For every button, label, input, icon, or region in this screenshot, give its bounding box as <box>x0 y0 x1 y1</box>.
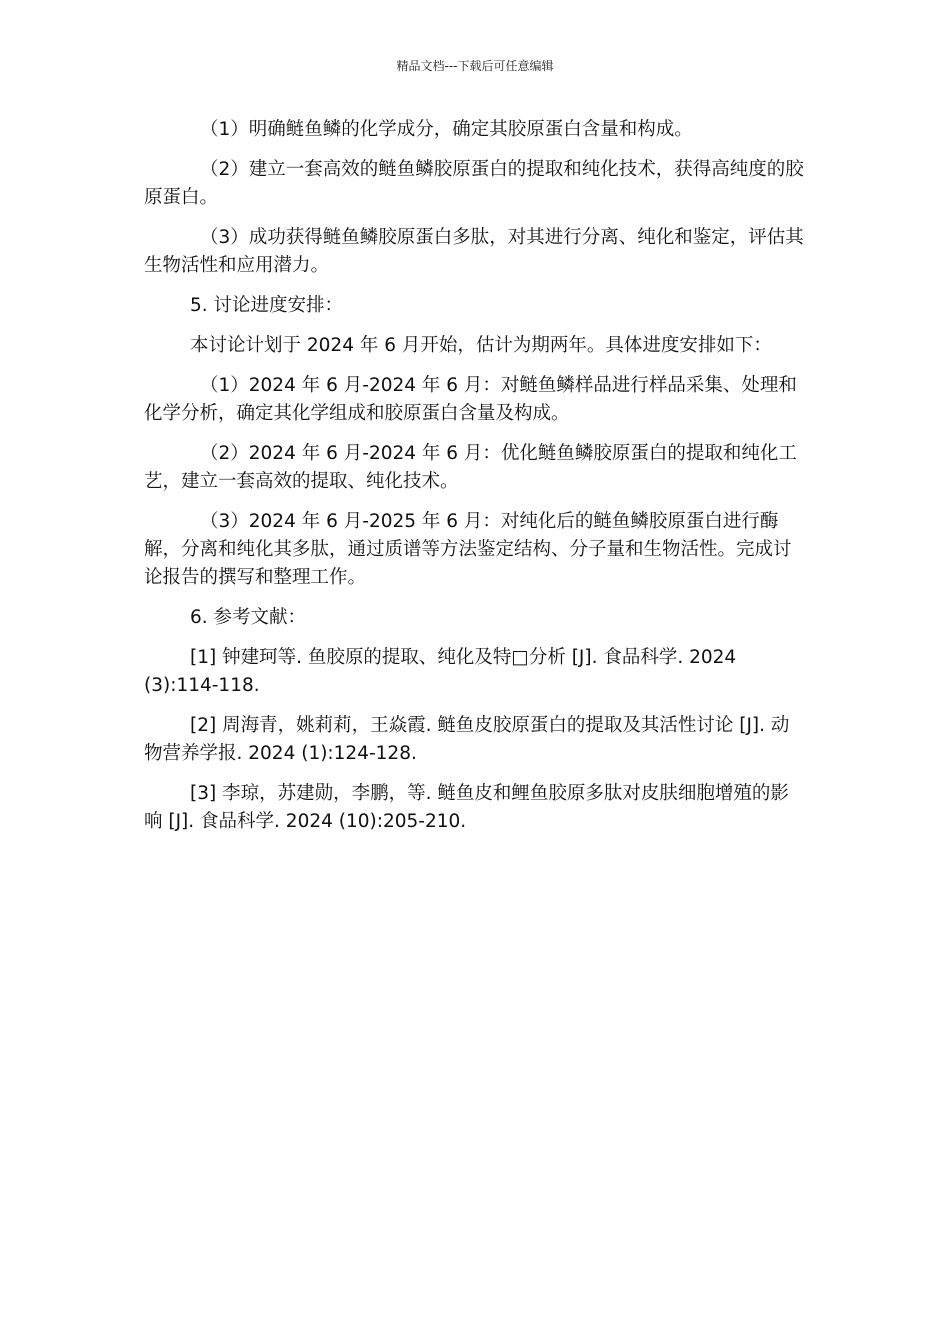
document-body <box>144 116 806 836</box>
schedule-item-1: （1）2024 年 6 月-2024 年 6 月：对鲢鱼鳞样品进行样品采集、处理和化学分析，确定其化学组成和胶原蛋白含量及构成。 <box>144 375 797 424</box>
reference-item-3: [3] 李琼，苏建勋，李鹏，等. 鲢鱼皮和鲤鱼胶原多肽对皮肤细胞增殖的影响 [J]. 食品科学. 2024 (10):205-210. <box>144 783 789 832</box>
reference-item-1: [1] 钟建珂等. 鱼胶原的提取、纯化及特□分析 [J]. 食品科学. 2024 (3):114-118. <box>144 647 737 696</box>
goal-paragraph-1: （1）明确鲢鱼鳞的化学成分，确定其胶原蛋白含量和构成。 <box>200 119 693 140</box>
goal-paragraph-2: （2）建立一套高效的鲢鱼鳞胶原蛋白的提取和纯化技术，获得高纯度的胶原蛋白。 <box>144 159 804 208</box>
schedule-intro: 本讨论计划于 2024 年 6 月开始，估计为期两年。具体进度安排如下： <box>190 335 772 356</box>
section-heading-schedule: 5. 讨论进度安排： <box>190 295 344 316</box>
schedule-item-3: （3）2024 年 6 月-2025 年 6 月：对纯化后的鲢鱼鳞胶原蛋白进行酶解，分离和纯化其多肽，通过质谱等方法鉴定结构、分子量和生物活性。完成讨论报告的撰写和整理工作。 <box>144 511 792 588</box>
reference-item-2: [2] 周海青，姚莉莉，王焱霞. 鲢鱼皮胶原蛋白的提取及其活性讨论 [J]. 动物营养学报. 2024 (1):124-128. <box>144 715 790 764</box>
schedule-item-2: （2）2024 年 6 月-2024 年 6 月：优化鲢鱼鳞胶原蛋白的提取和纯化工艺，建立一套高效的提取、纯化技术。 <box>144 443 797 492</box>
section-heading-references: 6. 参考文献： <box>190 607 307 628</box>
goal-paragraph-3: （3）成功获得鲢鱼鳞胶原蛋白多肽，对其进行分离、纯化和鉴定，评估其生物活性和应用潜力。 <box>144 227 804 276</box>
page-header: 精品文档---下载后可任意编辑 <box>396 59 554 73</box>
